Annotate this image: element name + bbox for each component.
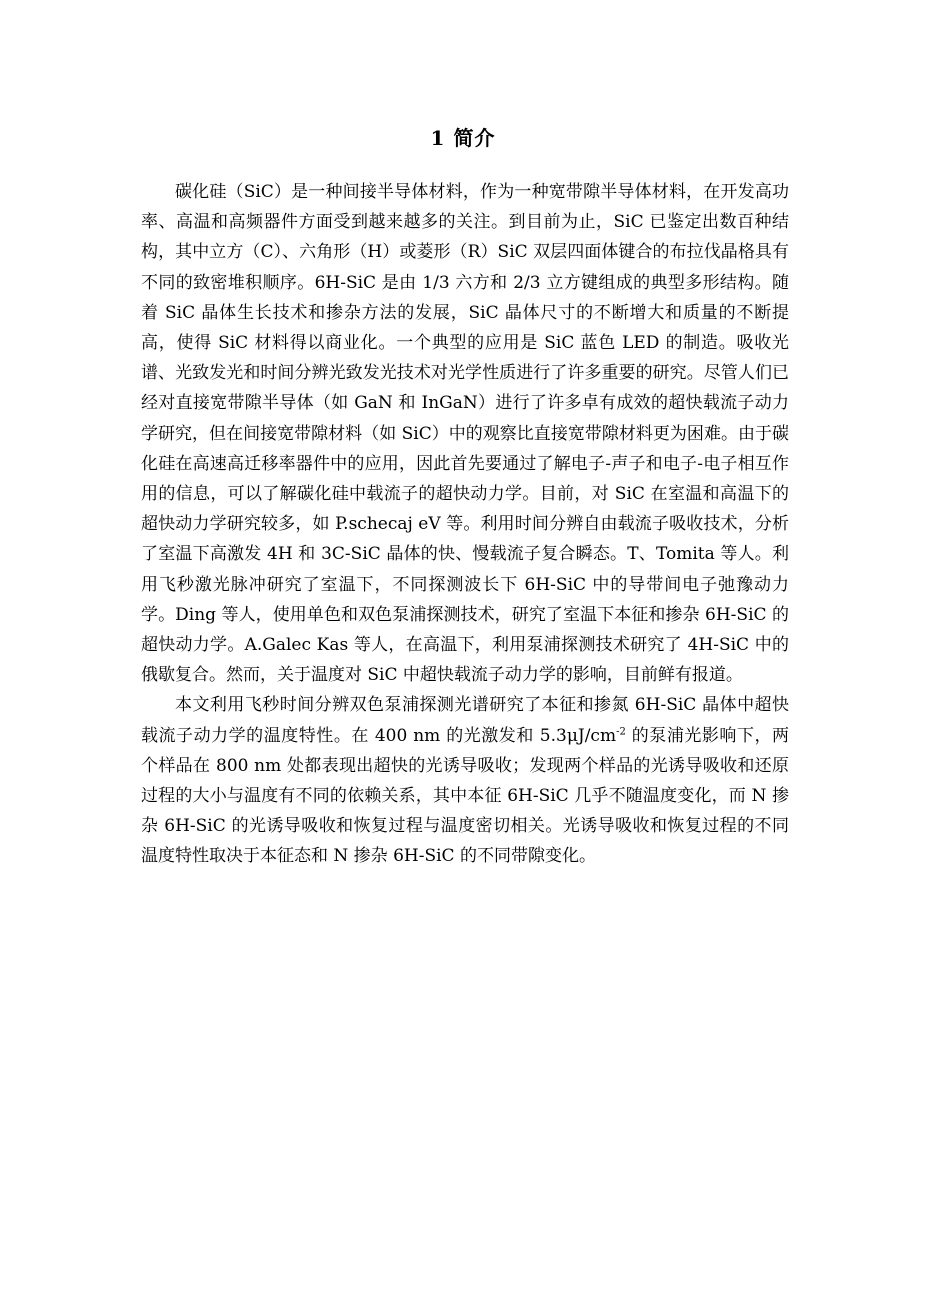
section-title: 简介 xyxy=(453,126,496,150)
paragraph-2-text-end: 的泵浦光影响下，两个样品在 800 nm 处都表现出超快的光诱导吸收；发现两个样品的光诱导吸收和还原过程的大小与温度有不同的依赖关系，其中本征 6H-SiC 几乎不随温度变化，而 N 掺杂 6H-SiC 的光诱导吸收和恢复过程与温度密切相关。光诱导吸收和恢复过程的不同温度特性取决于本征态和 N 掺杂 6H-SiC 的不同带隙变化。 xyxy=(141,725,790,867)
paragraph-this-work xyxy=(141,690,789,871)
superscript-exponent: -2 xyxy=(616,726,626,737)
section-heading xyxy=(0,122,926,151)
section-number: 1 xyxy=(430,126,446,150)
body-text xyxy=(141,177,789,872)
paragraph-introduction: 碳化硅（SiC）是一种间接半导体材料，作为一种宽带隙半导体材料，在开发高功率、高温和高频器件方面受到越来越多的关注。到目前为止，SiC 已鉴定出数百种结构，其中立方（C）、六角形（H）或菱形（R）SiC 双层四面体键合的布拉伐晶格具有不同的致密堆积顺序。6H-SiC 是由 1/3 六方和 2/3 立方键组成的典型多形结构。随着 SiC 晶体生长技术和掺杂方法的发展，SiC 晶体尺寸的不断增大和质量的不断提高，使得 SiC 材料得以商业化。一个典型的应用是 SiC 蓝色 LED 的制造。吸收光谱、光致发光和时间分辨光致发光技术对光学性质进行了许多重要的研究。尽管人们已经对直接宽带隙半导体（如 GaN 和 InGaN）进行了许多卓有成效的超快载流子动力学研究，但在间接宽带隙材料（如 SiC）中的观察比直接宽带隙材料更为困难。由于碳化硅在高速高迁移率器件中的应用，因此首先要通过了解电子-声子和电子-电子相互作用的信息，可以了解碳化硅中载流子的超快动力学。目前，对 SiC 在室温和高温下的超快动力学研究较多，如 P.schecaj eV 等。利用时间分辨自由载流子吸收技术，分析了室温下高激发 4H 和 3C-SiC 晶体的快、慢载流子复合瞬态。T、Tomita 等人。利用飞秒激光脉冲研究了室温下，不同探测波长下 6H-SiC 中的导带间电子弛豫动力学。Ding 等人，使用单色和双色泵浦探测技术，研究了室温下本征和掺杂 6H-SiC 的超快动力学。A.Galec Kas 等人，在高温下，利用泵浦探测技术研究了 4H-SiC 中的俄歇复合。然而，关于温度对 SiC 中超快载流子动力学的影响，目前鲜有报道。 xyxy=(141,182,789,686)
paragraph-2-text-start: 本文利用飞秒时间分辨双色泵浦探测光谱研究了本征和掺氮 6H-SiC 晶体中超快载流子动力学的温度特性。在 400 nm 的光激发和 5.3μJ/cm xyxy=(141,695,789,746)
